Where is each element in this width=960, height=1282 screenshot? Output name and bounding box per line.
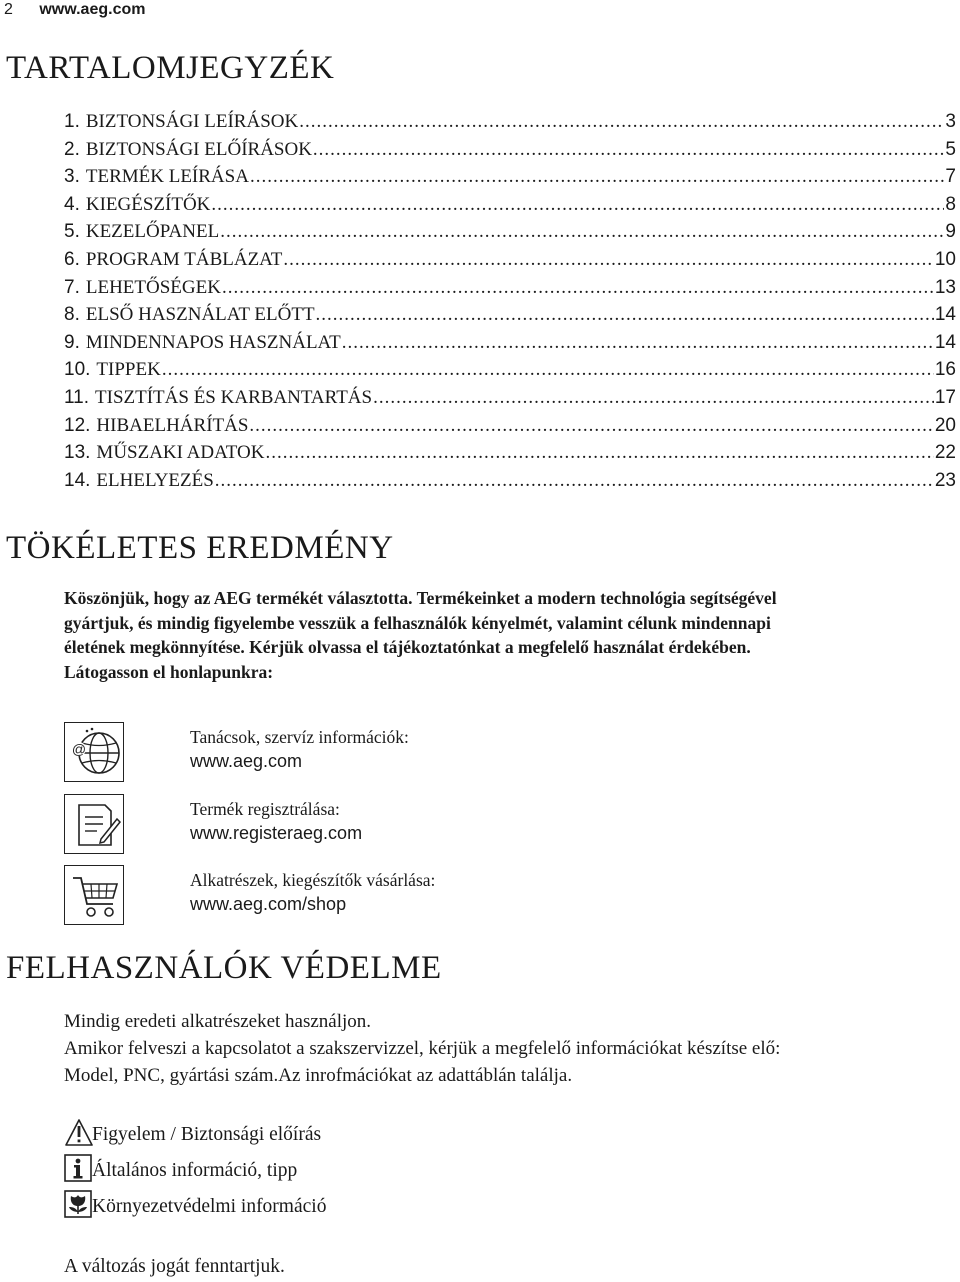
toc-item-8[interactable] — [64, 301, 956, 329]
legend-environment-text: Környezetvédelmi információ — [92, 1196, 327, 1217]
info-icon — [64, 1154, 94, 1184]
protection-heading: FELHASZNÁLÓK VÉDELME — [6, 950, 442, 986]
toc-leader-dots — [250, 163, 944, 191]
page-number: 2 — [4, 1, 13, 18]
register-url-link[interactable]: www.registeraeg.com — [190, 823, 363, 843]
toc-title: BIZTONSÁGI LEÍRÁSOK — [85, 111, 299, 132]
shop-url-link[interactable]: www.aeg.com/shop — [190, 894, 347, 914]
protection-line: Amikor felveszi a kapcsolatot a szakszervizzel, kérjük a megfelelő információkat készítse elő: — [64, 1038, 781, 1059]
toc-page: 9 — [945, 221, 956, 243]
intro-line: Köszönjük, hogy az AEG termékét választotta. Termékeinket a modern technológia segítségével — [64, 588, 777, 608]
toc-title: MŰSZAKI ADATOK — [96, 442, 265, 464]
results-heading: TÖKÉLETES EREDMÉNY — [6, 530, 394, 566]
toc-number: 8. — [64, 304, 80, 326]
register-label: Termék regisztrálása: — [190, 799, 340, 819]
protection-paragraph — [64, 1008, 956, 1089]
toc-leader-dots — [265, 439, 933, 467]
toc-item-12[interactable] — [64, 412, 956, 440]
toc-item-5[interactable] — [64, 218, 956, 246]
protection-line: Model, PNC, gyártási szám.Az inrofmációkat az adattáblán találja. — [64, 1065, 573, 1086]
shop-label: Alkatrészek, kiegészítők vásárlása: — [190, 870, 436, 890]
toc-item-13[interactable] — [64, 439, 956, 467]
toc-title: TISZTÍTÁS ÉS KARBANTARTÁS — [95, 386, 373, 408]
intro-line: gyártjuk, és mindig figyelembe vesszük a felhasználók kényelmét, valamint célunk mindennapi — [64, 612, 771, 633]
toc-page: 17 — [934, 386, 956, 408]
toc-page: 14 — [934, 331, 956, 353]
protection-line: Mindig eredeti alkatrészeket használjon. — [64, 1011, 372, 1032]
toc-title: HIBAELHÁRÍTÁS — [96, 414, 249, 436]
toc-page: 7 — [945, 166, 956, 188]
toc-page: 22 — [934, 442, 956, 464]
toc-title: BIZTONSÁGI ELŐÍRÁSOK — [85, 138, 312, 160]
toc-title: KIEGÉSZÍTŐK — [85, 193, 211, 215]
page-header — [4, 0, 145, 20]
footer-note: A változás jogát fenntartjuk. — [64, 1256, 285, 1277]
toc-leader-dots — [215, 467, 934, 495]
toc-leader-dots — [222, 274, 934, 302]
intro-paragraph — [64, 586, 956, 684]
header-website: www.aeg.com — [39, 1, 146, 18]
toc-leader-dots — [162, 356, 934, 384]
toc-item-4[interactable] — [64, 191, 956, 219]
svg-text:@: @ — [71, 741, 87, 757]
legend-info-text: Általános információ, tipp — [92, 1160, 298, 1181]
toc-page: 3 — [945, 111, 956, 132]
legend-warning — [64, 1118, 764, 1150]
toc-page: 10 — [934, 248, 956, 270]
toc-item-10[interactable] — [64, 356, 956, 384]
toc-number: 3. — [64, 166, 80, 188]
toc-title: PROGRAM TÁBLÁZAT — [85, 248, 283, 270]
toc-title: LEHETŐSÉGEK — [85, 276, 221, 298]
legend-warning-text: Figyelem / Biztonsági előírás — [92, 1124, 322, 1145]
toc-title: ELHELYEZÉS — [96, 469, 214, 491]
toc-item-7[interactable] — [64, 274, 956, 302]
toc-number: 1. — [64, 111, 80, 132]
toc-title: ELSŐ HASZNÁLAT ELŐTT — [85, 304, 315, 326]
toc-leader-dots — [316, 301, 934, 329]
intro-line: életének megkönnyítése. Kérjük olvassa el tájékoztatónkat a megfelelő használat érdekében. — [64, 637, 751, 657]
support-label: Tanácsok, szervíz információk: — [190, 727, 409, 747]
support-url-link[interactable]: www.aeg.com — [190, 751, 303, 771]
toc-page: 14 — [934, 304, 956, 326]
toc-item-2[interactable] — [64, 136, 956, 164]
toc-number: 7. — [64, 276, 80, 298]
registration-form-icon — [64, 794, 124, 854]
toc-leader-dots — [299, 108, 944, 136]
toc-number: 10. — [64, 359, 91, 381]
legend-info — [64, 1154, 764, 1186]
toc-leader-dots — [249, 412, 933, 440]
toc-number: 14. — [64, 469, 91, 491]
toc-title: KEZELŐPANEL — [85, 221, 220, 243]
warning-triangle-icon — [64, 1118, 94, 1148]
toc-page: 13 — [934, 276, 956, 298]
register-link-block — [64, 794, 664, 856]
toc-page: 8 — [945, 193, 956, 215]
toc-number: 6. — [64, 248, 80, 270]
toc-number: 11. — [64, 386, 90, 408]
toc-page: 16 — [934, 359, 956, 381]
toc-item-14[interactable] — [64, 467, 956, 495]
toc-leader-dots — [283, 246, 933, 274]
toc-heading: TARTALOMJEGYZÉK — [6, 50, 335, 86]
support-link-block — [64, 722, 664, 784]
table-of-contents — [64, 108, 956, 494]
toc-leader-dots — [220, 218, 944, 246]
toc-number: 2. — [64, 138, 80, 160]
shopping-cart-icon — [64, 865, 124, 925]
toc-leader-dots — [342, 329, 934, 357]
environment-flower-icon — [64, 1190, 94, 1220]
toc-item-6[interactable] — [64, 246, 956, 274]
globe-at-icon — [64, 722, 124, 782]
toc-item-11[interactable] — [64, 384, 956, 412]
shop-link-block — [64, 865, 664, 927]
toc-number: 9. — [64, 331, 80, 353]
toc-page: 20 — [934, 414, 956, 436]
toc-page: 5 — [945, 138, 956, 160]
toc-leader-dots — [211, 191, 944, 219]
toc-title: MINDENNAPOS HASZNÁLAT — [85, 331, 341, 353]
toc-page: 23 — [934, 469, 956, 491]
toc-item-9[interactable] — [64, 329, 956, 357]
toc-leader-dots — [313, 136, 945, 164]
legend-environment — [64, 1190, 764, 1222]
intro-line: Látogasson el honlapunkra: — [64, 661, 274, 682]
toc-number: 4. — [64, 193, 80, 215]
toc-number: 5. — [64, 221, 80, 243]
toc-item-3[interactable] — [64, 163, 956, 191]
toc-item-1[interactable] — [64, 108, 956, 136]
toc-number: 13. — [64, 442, 91, 464]
toc-number: 12. — [64, 414, 91, 436]
toc-title: TERMÉK LEÍRÁSA — [85, 166, 249, 188]
toc-leader-dots — [373, 384, 934, 412]
toc-title: TIPPEK — [96, 359, 161, 381]
